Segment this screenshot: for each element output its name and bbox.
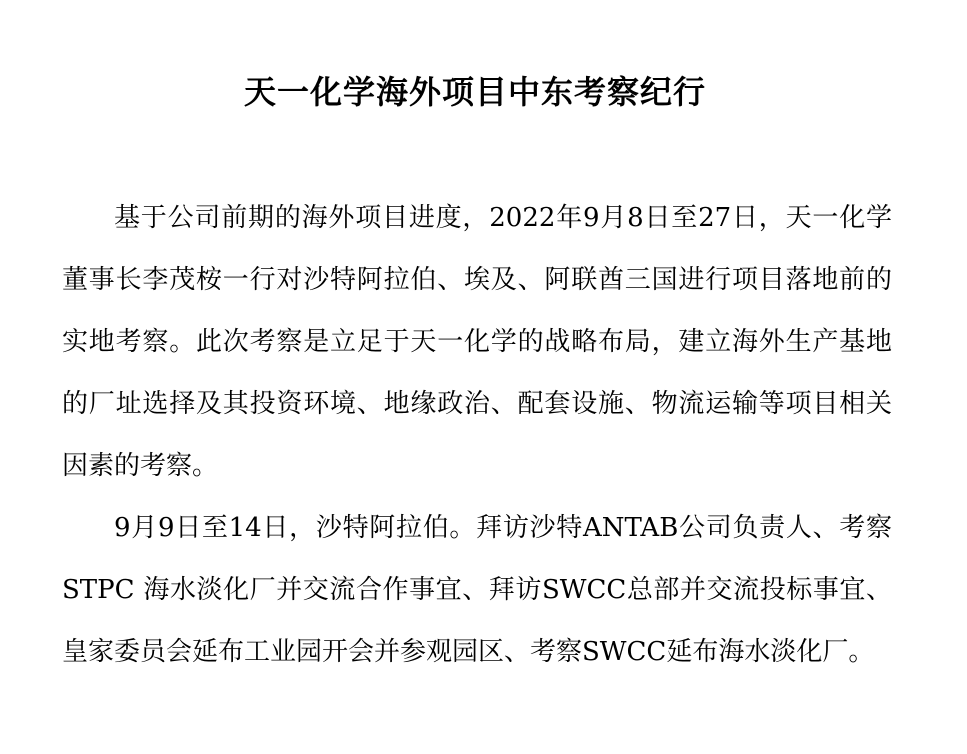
paragraph-saudi-arabia: 9月9日至14日，沙特阿拉伯。拜访沙特ANTAB公司负责人、考察STPC 海水淡化厂并交流合作事宜、拜访SWCC总部并交流投标事宜、皇家委员会延布工业园开会并参观园区、考察SWCC延布海水淡化厂。 [62, 513, 892, 667]
paragraph-overview: 基于公司前期的海外项目进度，2022年9月8日至27日，天一化学董事长李茂桉一行对沙特阿拉伯、埃及、阿联酋三国进行项目落地前的实地考察。此次考察是立足于天一化学的战略布局，建立海外生产基地的厂址选择及其投资环境、地缘政治、配套设施、物流运输等项目相关因素的考察。 [62, 203, 892, 481]
document-body [62, 187, 892, 683]
document-title: 天一化学海外项目中东考察纪行 [243, 73, 706, 111]
